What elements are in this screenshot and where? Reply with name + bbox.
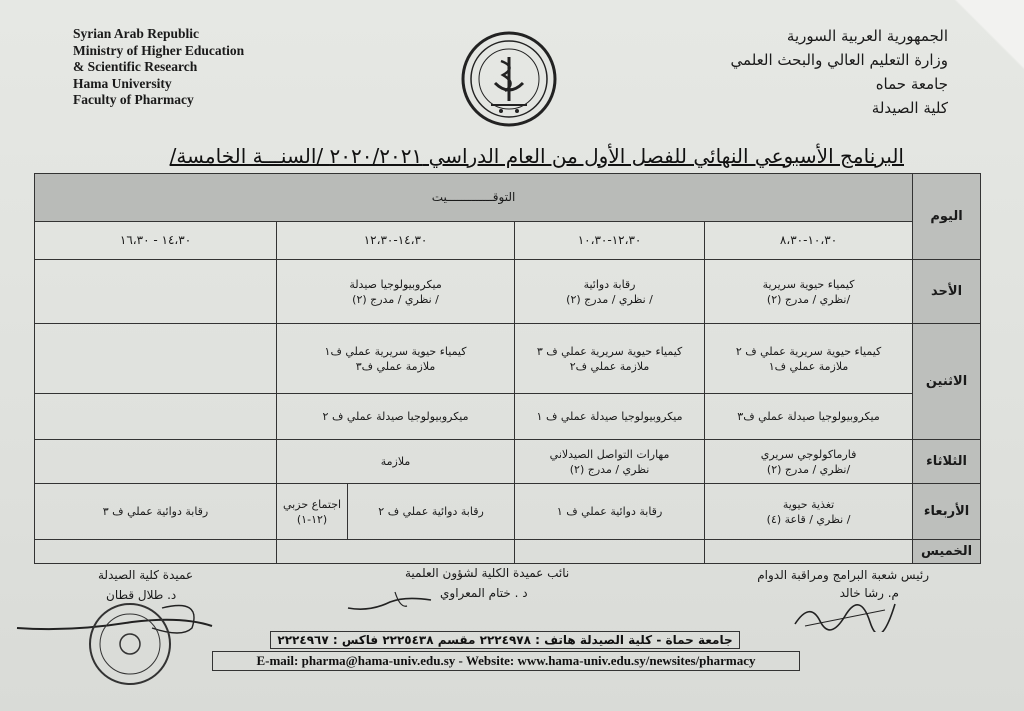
schedule-cell-empty (35, 394, 277, 440)
schedule-cell: مهارات التواصل الصيدلاني نظري / مدرج (٢) (515, 440, 705, 484)
time-slot: ١٤،٣٠-١٢،٣٠ (277, 222, 515, 260)
schedule-cell: رقابة دوائية عملي ف ٣ (35, 484, 277, 540)
schedule-cell-split (277, 484, 515, 540)
page-fold (954, 0, 1024, 70)
signature-right-name: م. رشا خالد (839, 586, 899, 600)
header-ar-line: الجمهورية العربية السورية (786, 27, 948, 45)
header-english (73, 26, 244, 109)
schedule-cell-empty (705, 540, 913, 564)
header-ar-line: كلية الصيدلة (871, 99, 948, 117)
schedule-cell: ملازمة (277, 440, 515, 484)
header-ar-line: وزارة التعليم العالي والبحث العلمي (730, 51, 948, 69)
header-en-line: & Scientific Research (73, 59, 198, 74)
day-thursday: الخميس (913, 540, 981, 564)
schedule-cell: رقابة دوائية عملي ف ١ (515, 484, 705, 540)
schedule-cell: كيمياء حيوية سريرية /نظري / مدرج (٢) (705, 260, 913, 324)
schedule-cell: كيمياء حيوية سريرية عملي ف ٢ ملازمة عملي ف١ (705, 324, 913, 394)
day-wednesday: الأربعاء (913, 484, 981, 540)
header-arabic (731, 24, 948, 120)
time-slot: ١٤،٣٠ - ١٦،٣٠ (35, 222, 277, 260)
day-header: اليوم (913, 174, 981, 260)
header-en-line: Faculty of Pharmacy (73, 92, 194, 107)
schedule-cell-empty (35, 260, 277, 324)
signature-right-title: رئيس شعبة البرامج ومراقبة الدوام (757, 568, 929, 582)
signature-scribble-icon (790, 596, 900, 632)
schedule-cell-empty (35, 324, 277, 394)
signature-left-name: د. طلال قطان (106, 588, 177, 602)
signature-scribble-icon (345, 588, 435, 616)
schedule-cell: ميكروبيولوجيا صيدلة عملي ف٣ (705, 394, 913, 440)
footer-contact (212, 631, 798, 649)
signature-left-title: عميدة كلية الصيدلة (98, 568, 194, 582)
day-monday: الاثنين (913, 324, 981, 440)
schedule-cell: رقابة دوائية / نظري / مدرج (٢) (515, 260, 705, 324)
schedule-cell: تغذية حيوية / نظري / قاعة (٤) (705, 484, 913, 540)
contact-line: جامعة حماة - كلية الصيدلة هاتف : ٢٢٢٤٩٧٨ مقسم ٢٢٢٥٤٣٨ فاكس : ٢٢٢٤٩٦٧ (270, 631, 739, 649)
schedule-cell: ميكروبيولوجيا صيدلة عملي ف ٢ (277, 394, 515, 440)
schedule-cell: كيمياء حيوية سريرية عملي ف ٣ ملازمة عملي ف٢ (515, 324, 705, 394)
university-logo-icon (461, 31, 557, 127)
email-website-line: E-mail: pharma@hama-univ.edu.sy - Website: www.hama-univ.edu.sy/newsites/pharmacy (212, 651, 800, 671)
schedule-cell-empty (515, 540, 705, 564)
faculty-stamp-icon (12, 598, 232, 698)
header-ar-line: جامعة حماه (875, 75, 948, 93)
schedule-cell-empty (35, 440, 277, 484)
signature-mid-title: نائب عميدة الكلية لشؤون العلمية (405, 566, 570, 580)
day-sunday: الأحد (913, 260, 981, 324)
schedule-cell: ميكروبيولوجيا صيدلة عملي ف ١ (515, 394, 705, 440)
time-slot: ١٠،٣٠-٨،٣٠ (705, 222, 913, 260)
time-slot: ١٢،٣٠-١٠،٣٠ (515, 222, 705, 260)
header-en-line: Ministry of Higher Education (73, 42, 245, 58)
schedule-cell: فارماكولوجي سريري /نظري / مدرج (٢) (705, 440, 913, 484)
schedule-cell-empty (35, 540, 277, 564)
schedule-cell: رقابة دوائية عملي ف ٢ (378, 505, 484, 518)
schedule-title: البرنامج الأسبوعي النهائي للفصل الأول من العام الدراسي ٢٠٢٠/٢٠٢١ /السنـــة الخامسة/ (169, 144, 904, 168)
schedule-cell-empty (277, 540, 515, 564)
schedule-table (34, 173, 981, 564)
day-tuesday: الثلاثاء (913, 440, 981, 484)
signature-mid-name: د . ختام المعراوي (440, 586, 528, 600)
header-en-line: Hama University (73, 75, 172, 91)
schedule-cell: ميكروبيولوجيا صيدلة / نظري / مدرج (٢) (277, 260, 515, 324)
schedule-cell: اجتماع حزبي (١٢-١) (277, 484, 348, 539)
header-en-line: Syrian Arab Republic (73, 26, 200, 41)
time-header: التوقـــــــــــــيت (35, 174, 913, 222)
schedule-cell: كيمياء حيوية سريرية عملي ف١ ملازمة عملي ف٣ (277, 324, 515, 394)
